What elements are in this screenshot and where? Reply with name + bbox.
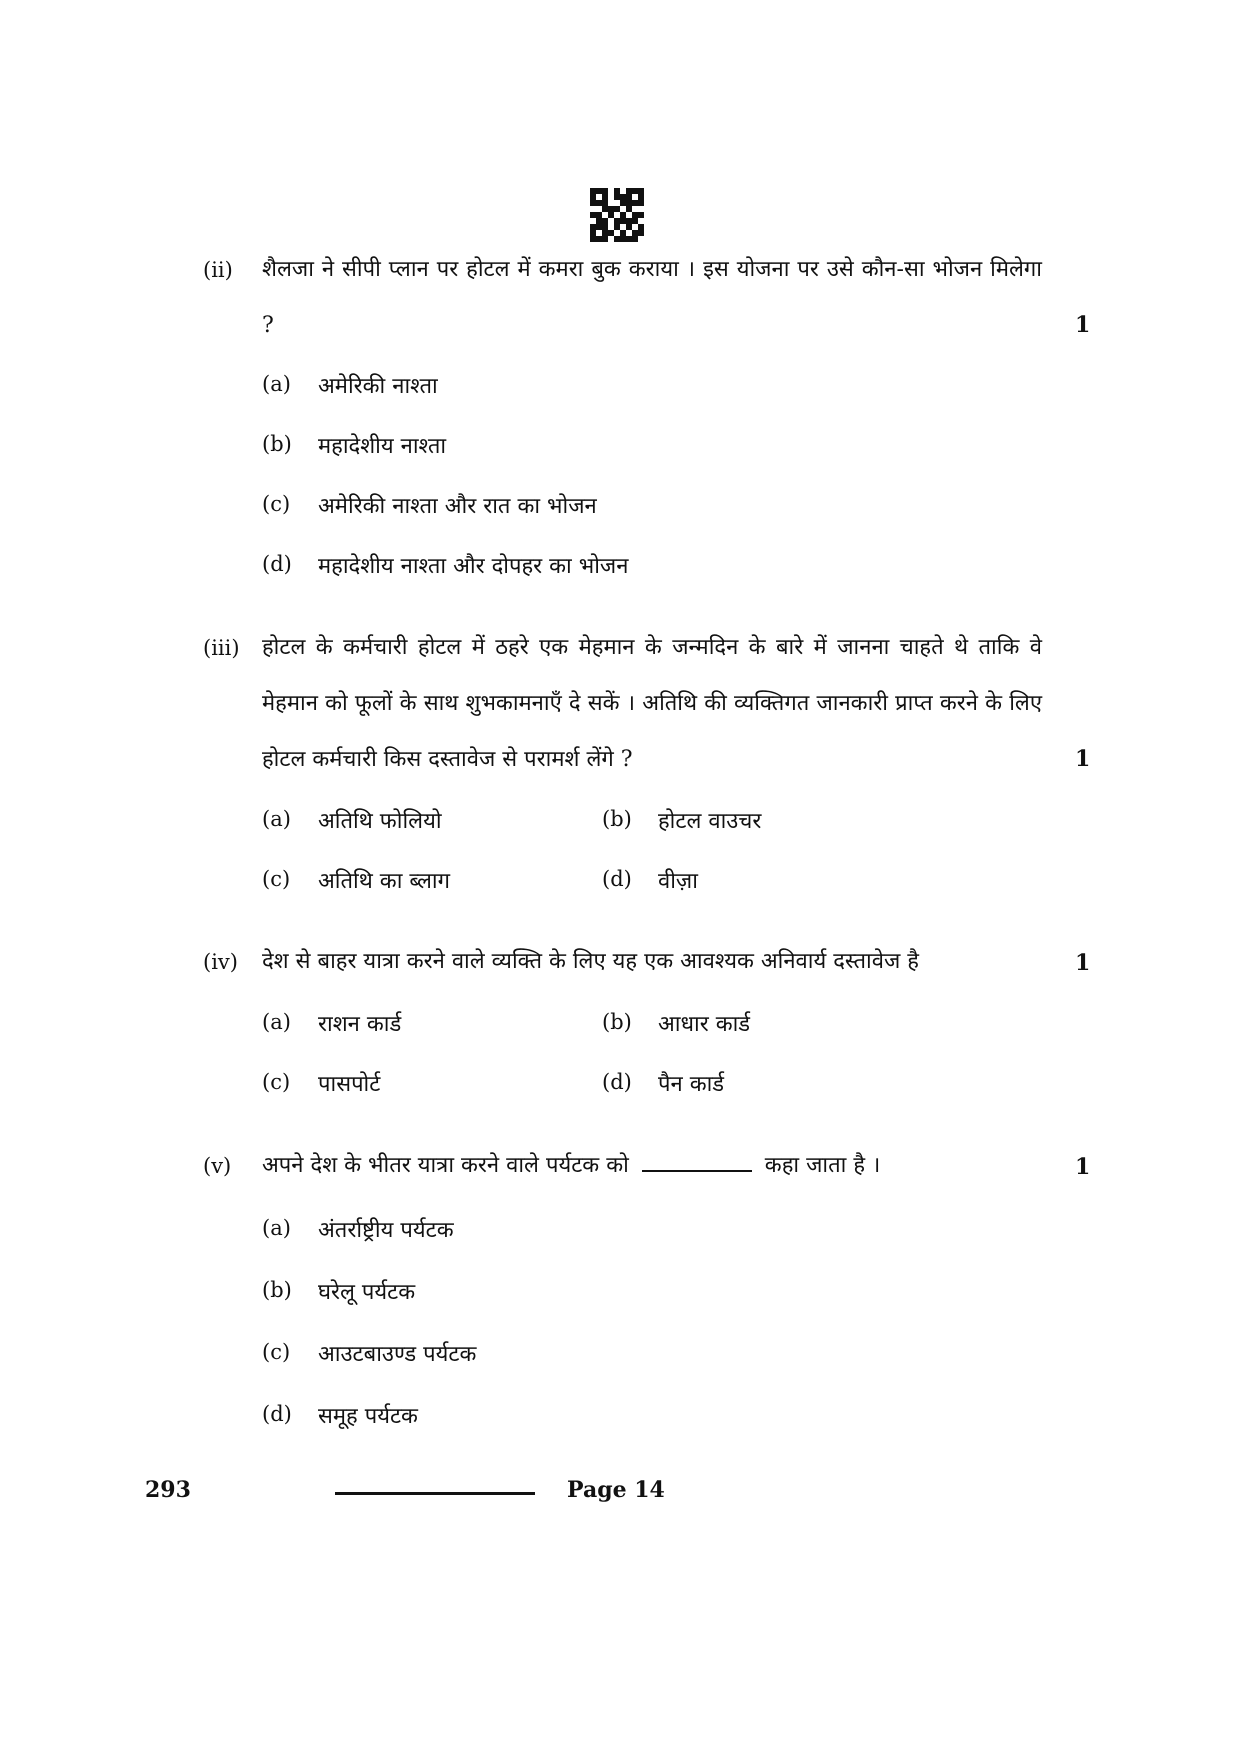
option-text: महादेशीय नाश्ता — [318, 434, 447, 459]
question-text-before: अपने देश के भीतर यात्रा करने वाले पर्यटक को — [262, 1153, 629, 1178]
option-text: आउटबाउण्ड पर्यटक — [318, 1342, 477, 1367]
option-text: अमेरिकी नाश्ता — [318, 374, 438, 399]
option-label: (c) — [262, 867, 291, 891]
option-label: (c) — [262, 1340, 291, 1364]
option-label: (c) — [262, 1070, 291, 1094]
option-text: राशन कार्ड — [318, 1012, 402, 1037]
option-label: (d) — [602, 867, 632, 891]
question-marks: 1 — [1075, 312, 1091, 338]
option-text: समूह पर्यटक — [318, 1404, 418, 1429]
question-text-after: कहा जाता है । — [764, 1153, 881, 1178]
qr-code — [590, 188, 644, 242]
question-text: शैलजा ने सीपी प्लान पर होटल में कमरा बुक कराया । इस योजना पर उसे कौन-सा भोजन मिलेगा ? — [262, 257, 1042, 338]
option-label: (d) — [262, 552, 292, 576]
option-text: पैन कार्ड — [658, 1072, 725, 1097]
option-text: अतिथि का ब्लाग — [318, 869, 451, 894]
question-number: (v) — [203, 1154, 232, 1178]
option-label: (d) — [602, 1070, 632, 1094]
option-label: (a) — [262, 807, 291, 831]
option-label: (b) — [602, 1010, 632, 1034]
question-text — [262, 1138, 1042, 1194]
question-number: (iv) — [203, 950, 238, 974]
page-number: Page 14 — [567, 1477, 665, 1503]
option-label: (a) — [262, 1216, 291, 1240]
option-label: (b) — [262, 432, 292, 456]
question-marks: 1 — [1075, 950, 1091, 976]
option-label: (a) — [262, 372, 291, 396]
option-text: महादेशीय नाश्ता और दोपहर का भोजन — [318, 554, 629, 579]
option-label: (d) — [262, 1402, 292, 1426]
fill-blank — [642, 1152, 752, 1172]
question-paper-code: 293 — [145, 1477, 191, 1503]
option-label: (a) — [262, 1010, 291, 1034]
option-text: वीज़ा — [658, 869, 698, 894]
question-marks: 1 — [1075, 1154, 1091, 1180]
option-text: अमेरिकी नाश्ता और रात का भोजन — [318, 494, 597, 519]
question-number: (ii) — [203, 258, 233, 282]
footer-divider — [335, 1492, 535, 1495]
option-label: (b) — [602, 807, 632, 831]
option-text: घरेलू पर्यटक — [318, 1280, 416, 1305]
question-marks: 1 — [1075, 746, 1091, 772]
option-text: आधार कार्ड — [658, 1012, 751, 1037]
option-text: अंतर्राष्ट्रीय पर्यटक — [318, 1218, 454, 1243]
question-text: देश से बाहर यात्रा करने वाले व्यक्ति के लिए यह एक आवश्यक अनिवार्य दस्तावेज है — [262, 949, 919, 974]
option-text: अतिथि फोलियो — [318, 809, 442, 834]
option-text: पासपोर्ट — [318, 1072, 381, 1097]
option-label: (c) — [262, 492, 291, 516]
option-label: (b) — [262, 1278, 292, 1302]
option-text: होटल वाउचर — [658, 809, 762, 834]
question-text: होटल के कर्मचारी होटल में ठहरे एक मेहमान के जन्मदिन के बारे में जानना चाहते थे ताकि वे मेहमान को फूलों के साथ शुभकामनाएँ दे सकें । अतिथि की व्यक्तिगत जानकारी प्राप्त करने के लिए होटल कर्मचारी किस दस्तावेज से परामर्श लेंगे ? — [262, 635, 1042, 772]
question-number: (iii) — [203, 636, 240, 660]
